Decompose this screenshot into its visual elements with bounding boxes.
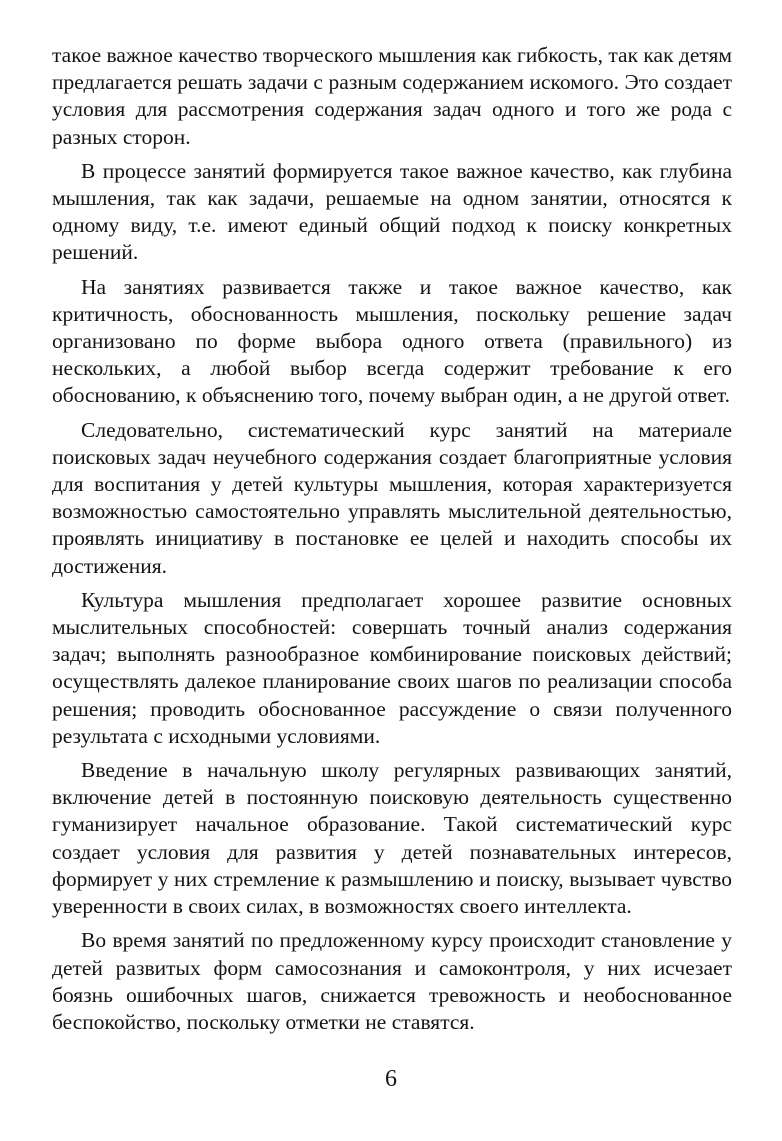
- paragraph-5: Культура мышления предполагает хорошее развитие основных мыслительных способностей: совершать точный анализ содержания задач; выполнять разнообразное комбинирование поисковых действий; осуществлять далекое планирование своих шагов по реализации способа решения; проводить обоснованное рассуждение о связи полученного результата с исходными условиями.: [52, 587, 732, 748]
- paragraph-4: Следовательно, систематический курс занятий на материале поисковых задач неучебного содержания создает благоприятные условия для воспитания у детей культуры мышления, которая характеризуется возможностью самостоятельно управлять мыслительной деятельностью, проявлять инициативу в постановке ее целей и находить способы их достижения.: [52, 417, 732, 578]
- paragraph-2: В процессе занятий формируется такое важное качество, как глубина мышления, так как задачи, решаемые на одном занятии, относятся к одному виду, т.е. имеют единый общий подход к поиску конкретных решений.: [52, 158, 732, 265]
- body-text: [52, 42, 732, 1043]
- paragraph-3: На занятиях развивается также и такое важное качество, как критичность, обоснованность мышления, поскольку решение задач организовано по форме выбора одного ответа (правильного) из нескольких, а любой выбор всегда содержит требование к его обоснованию, к объяснению того, почему выбран один, а не другой ответ.: [52, 274, 732, 408]
- paragraph-6: Введение в начальную школу регулярных развивающих занятий, включение детей в постоянную поисковую деятельность существенно гуманизирует начальное образование. Такой систематический курс создает условия для развития у детей познавательных интересов, формирует у них стремление к размышлению и поиску, вызывает чувство уверенности в своих силах, в возможностях своего интеллекта.: [52, 758, 732, 919]
- paragraph-1: такое важное качество творческого мышления как гибкость, так как детям предлагается решать задачи с разным содержанием искомого. Это создает условия для рассмотрения содержания задач одного и того же рода с разных сторон.: [52, 43, 732, 149]
- page-number: 6: [385, 1066, 397, 1092]
- paragraph-7: Во время занятий по предложенному курсу происходит становление у детей развитых форм самосознания и самоконтроля, у них исчезает боязнь ошибочных шагов, снижается тревожность и необоснованное беспокойство, поскольку отметки не ставятся.: [52, 928, 732, 1034]
